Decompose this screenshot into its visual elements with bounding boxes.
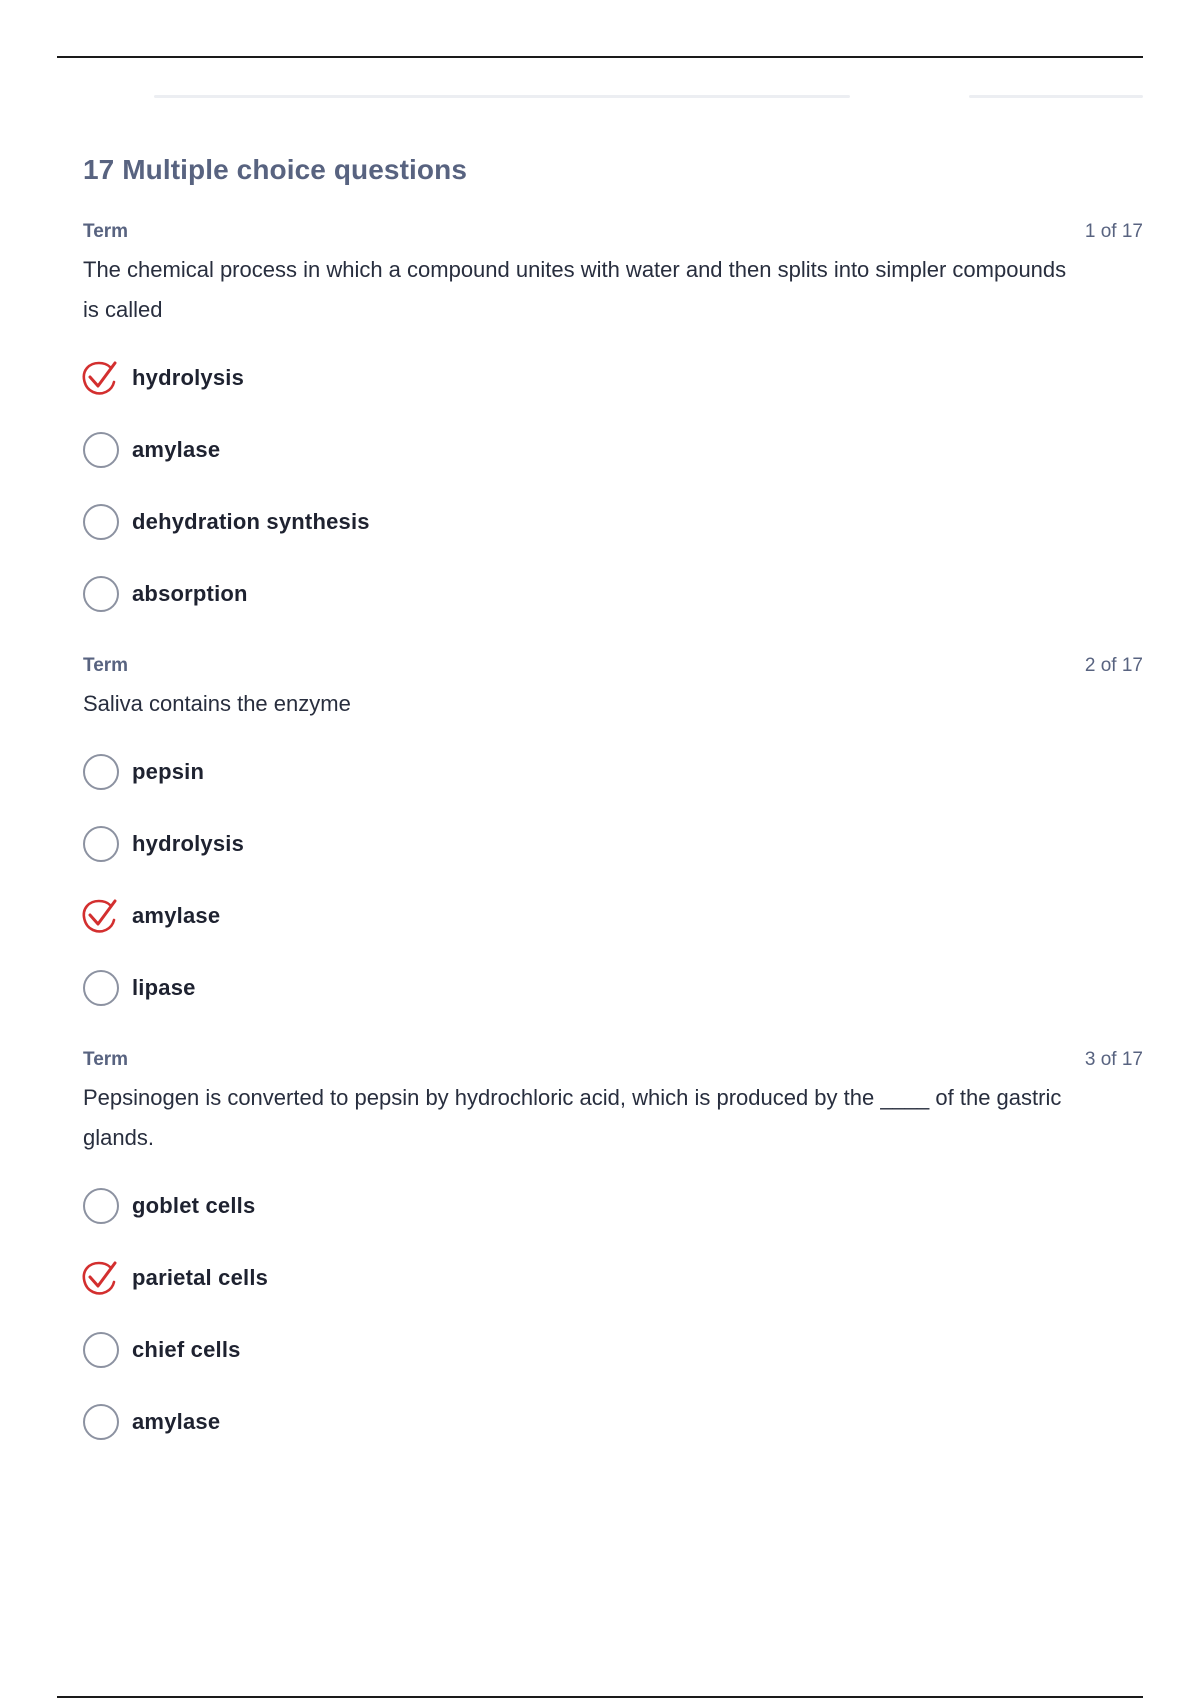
- empty-radio-circle-icon[interactable]: [83, 826, 119, 862]
- term-label: Term: [83, 1049, 129, 1070]
- option-label: dehydration synthesis: [132, 509, 370, 534]
- question-counter: 1 of 17: [1084, 221, 1143, 242]
- header-placeholder-line: [154, 95, 850, 98]
- bottom-rule: [57, 1696, 1143, 1698]
- empty-radio-circle-icon[interactable]: [83, 970, 119, 1006]
- options-list: [83, 1170, 1143, 1458]
- answer-option[interactable]: [83, 1170, 1143, 1242]
- answer-option[interactable]: [83, 558, 1143, 630]
- question-card: [83, 652, 1143, 1024]
- option-label: amylase: [132, 903, 221, 928]
- question-header: [83, 652, 1143, 680]
- empty-radio-circle-icon[interactable]: [83, 1404, 119, 1440]
- answer-option[interactable]: [83, 1242, 1143, 1314]
- question-card: [83, 1046, 1143, 1458]
- empty-radio-circle-icon[interactable]: [83, 754, 119, 790]
- question-header: [83, 1046, 1143, 1074]
- red-circle-check-icon: [79, 896, 119, 936]
- option-label: hydrolysis: [132, 831, 245, 856]
- answer-option[interactable]: [83, 808, 1143, 880]
- question-counter: 3 of 17: [1084, 1049, 1143, 1070]
- option-label: amylase: [132, 1409, 221, 1434]
- option-label: amylase: [132, 437, 221, 462]
- term-label: Term: [83, 655, 129, 676]
- answer-option[interactable]: [83, 414, 1143, 486]
- option-label: goblet cells: [132, 1193, 256, 1218]
- answer-option[interactable]: [83, 952, 1143, 1024]
- answer-option[interactable]: [83, 1314, 1143, 1386]
- options-list: [83, 342, 1143, 630]
- answer-option[interactable]: [83, 1386, 1143, 1458]
- question-prompt: Saliva contains the enzyme: [83, 691, 351, 716]
- red-circle-check-icon: [79, 358, 119, 398]
- question-prompt: The chemical process in which a compound unites with water and then splits into simpler compounds is called: [83, 257, 1067, 322]
- option-label: hydrolysis: [132, 365, 245, 390]
- empty-radio-circle-icon[interactable]: [83, 576, 119, 612]
- question-counter: 2 of 17: [1084, 655, 1143, 676]
- quiz-content: [83, 148, 1143, 1480]
- options-list: [83, 736, 1143, 1024]
- option-label: absorption: [132, 581, 248, 606]
- option-label: pepsin: [132, 759, 205, 784]
- question-card: [83, 218, 1143, 630]
- red-circle-check-icon: [79, 1258, 119, 1298]
- answer-option[interactable]: [83, 342, 1143, 414]
- option-label: lipase: [132, 975, 196, 1000]
- term-label: Term: [83, 221, 129, 242]
- empty-radio-circle-icon[interactable]: [83, 1332, 119, 1368]
- empty-radio-circle-icon[interactable]: [83, 1188, 119, 1224]
- answer-option[interactable]: [83, 486, 1143, 558]
- section-title: 17 Multiple choice questions: [83, 154, 467, 185]
- option-label: chief cells: [132, 1337, 241, 1362]
- header-placeholder-line-right: [969, 95, 1143, 98]
- empty-radio-circle-icon[interactable]: [83, 432, 119, 468]
- question-prompt: Pepsinogen is converted to pepsin by hydrochloric acid, which is produced by the ____ of the gastric glands.: [83, 1085, 1062, 1150]
- empty-radio-circle-icon[interactable]: [83, 504, 119, 540]
- question-header: [83, 218, 1143, 246]
- top-rule: [57, 56, 1143, 58]
- option-label: parietal cells: [132, 1265, 269, 1290]
- answer-option[interactable]: [83, 880, 1143, 952]
- answer-option[interactable]: [83, 736, 1143, 808]
